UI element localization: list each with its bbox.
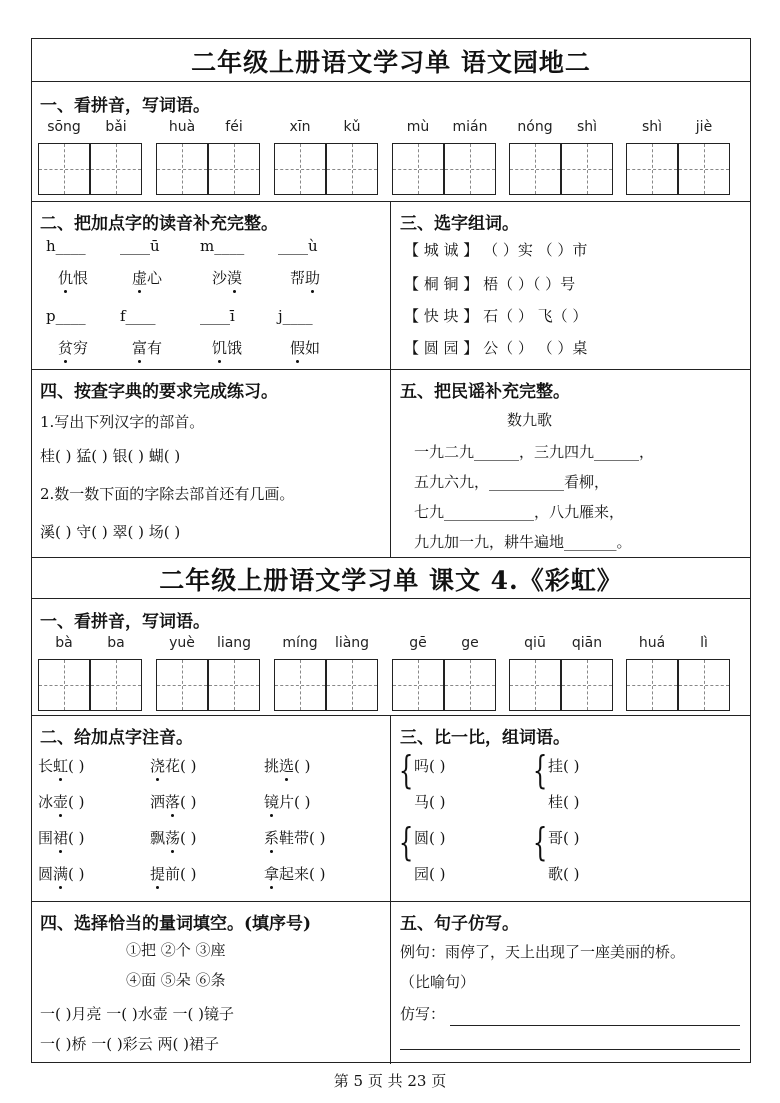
dotted-word <box>132 337 162 358</box>
dotted-char: 富 <box>132 339 148 357</box>
p1-write-box <box>509 143 561 195</box>
p2-pinyin: yuè <box>169 635 195 651</box>
divider <box>32 201 750 202</box>
measure-row: 一( )桥 一( )彩云 两( )裙子 <box>40 1035 219 1053</box>
p1-s2-heading: 二、把加点字的读音补充完整。 <box>40 214 278 234</box>
p1-pinyin: bǎi <box>105 119 127 135</box>
dotted-char: 虹 <box>53 757 69 775</box>
dotted-char: 仇 <box>58 269 74 287</box>
dotted-word <box>212 267 242 288</box>
p2-pinyin: gē <box>409 635 427 651</box>
answer-line <box>450 1025 740 1026</box>
p1-s3-heading: 三、选字组词。 <box>400 214 519 234</box>
p1-s4-q1-items: 桂( ) 猛( ) 银( ) 蝴( ) <box>40 447 181 465</box>
compare-item: 挂( ) <box>548 757 580 775</box>
dotted-char: 荡 <box>165 829 181 847</box>
phonetic-item <box>38 791 85 812</box>
part1-title: 二年级上册语文学习单 语文园地二 <box>191 48 591 77</box>
imitate-label: 仿写： <box>400 1005 446 1023</box>
phonetic-item <box>38 827 85 848</box>
pinyin-blank: ____ū <box>120 237 160 255</box>
pinyin-blank: ____ī <box>200 307 235 325</box>
dotted-word <box>290 337 320 358</box>
answer-blank: ( ) <box>68 865 85 883</box>
p1-pinyin: mù <box>406 119 430 135</box>
char: 飘 <box>150 829 166 847</box>
p2-s2-heading: 二、给加点字注音。 <box>40 728 193 748</box>
answer-blank: ( ) <box>180 793 197 811</box>
p2-s5-heading: 五、句子仿写。 <box>400 914 519 934</box>
p2-s1-heading: 一、看拼音，写词语。 <box>40 612 210 632</box>
p1-write-box <box>90 143 142 195</box>
char: 围 <box>38 829 54 847</box>
p1-pinyin: sōng <box>47 119 81 135</box>
dotted-char: 拿 <box>264 865 280 883</box>
answer-blank: ( ) <box>309 829 326 847</box>
poem-line: 七九____________，八九雁来， <box>414 503 625 521</box>
p1-pinyin: féi <box>225 119 243 135</box>
char: 起来 <box>279 865 310 883</box>
p1-pinyin: shì <box>641 119 663 135</box>
char: 片 <box>279 793 295 811</box>
p2-write-box <box>626 659 678 711</box>
dotted-char: 落 <box>165 793 181 811</box>
p1-pinyin: xīn <box>289 119 311 135</box>
p1-s1-heading: 一、看拼音，写词语。 <box>40 96 210 116</box>
p1-write-box <box>156 143 208 195</box>
phonetic-item <box>264 863 326 884</box>
p2-write-box <box>274 659 326 711</box>
p2-pinyin: qiān <box>571 635 603 651</box>
poem-line: 九九加一九，耕牛遍地_______。 <box>414 533 632 551</box>
p2-write-box <box>444 659 496 711</box>
dotted-word <box>58 267 88 288</box>
p2-write-box <box>509 659 561 711</box>
dotted-char: 助 <box>305 269 321 287</box>
divider <box>32 901 750 902</box>
pinyin-blank: f____ <box>120 307 156 325</box>
pinyin-blank: h____ <box>46 237 86 255</box>
divider <box>32 557 750 558</box>
dotted-char: 浇 <box>150 757 166 775</box>
divider <box>32 369 750 370</box>
dotted-char: 裙 <box>53 829 69 847</box>
p1-write-box <box>678 143 730 195</box>
divider <box>32 715 750 716</box>
p1-s3-row: 【 圆 园 】 公（ ） （ ）桌 <box>404 339 588 357</box>
answer-blank: ( ) <box>68 829 85 847</box>
p2-write-box <box>392 659 444 711</box>
char: 帮 <box>290 269 306 287</box>
page-footer: 第 5 页 共 23 页 <box>333 1072 447 1090</box>
compare-item: 歌( ) <box>548 865 580 883</box>
brace: { <box>532 748 548 792</box>
p1-pinyin: mián <box>452 119 488 135</box>
char: 冰 <box>38 793 54 811</box>
worksheet-page <box>31 38 751 1063</box>
divider <box>32 598 750 599</box>
dotted-char: 虚 <box>132 269 148 287</box>
dotted-word <box>212 337 242 358</box>
p1-s4-heading: 四、按查字典的要求完成练习。 <box>40 382 278 402</box>
dotted-char: 壶 <box>53 793 69 811</box>
char: 长 <box>38 757 54 775</box>
p1-write-box <box>208 143 260 195</box>
p2-write-box <box>561 659 613 711</box>
p2-pinyin: huá <box>638 635 666 651</box>
phonetic-item <box>264 827 326 848</box>
p1-pinyin: nóng <box>517 119 553 135</box>
dotted-char: 满 <box>53 865 69 883</box>
p1-write-box <box>444 143 496 195</box>
p2-s3-heading: 三、比一比，组词语。 <box>400 728 570 748</box>
measure-row: 一( )月亮 一( )水壶 一( )镜子 <box>40 1005 234 1023</box>
p2-pinyin: liang <box>216 635 252 651</box>
char: 穷 <box>73 339 89 357</box>
char: 恨 <box>73 269 89 287</box>
example-note: （比喻句） <box>400 973 476 991</box>
compare-item: 园( ) <box>414 865 446 883</box>
pinyin-blank: j____ <box>278 307 313 325</box>
phonetic-item <box>150 791 197 812</box>
dotted-word <box>58 337 88 358</box>
compare-item: 桂( ) <box>548 793 580 811</box>
p1-s4-q2: 2.数一数下面的字除去部首还有几画。 <box>40 485 295 503</box>
char: 圆 <box>38 865 54 883</box>
compare-item: 哥( ) <box>548 829 580 847</box>
p1-s3-row: 【 城 诚 】 （ ）实 （ ）市 <box>404 241 588 259</box>
char: 心 <box>147 269 163 287</box>
pinyin-blank: ____ù <box>278 237 318 255</box>
p1-s4-q1: 1.写出下列汉字的部首。 <box>40 413 205 431</box>
char: 花 <box>165 757 181 775</box>
p2-write-box <box>326 659 378 711</box>
p2-pinyin: liàng <box>334 635 370 651</box>
brace: { <box>398 748 414 792</box>
answer-blank: ( ) <box>309 865 326 883</box>
poem-title: 数九歌 <box>507 411 553 429</box>
char: 鞋带 <box>279 829 310 847</box>
answer-blank: ( ) <box>294 757 311 775</box>
p1-write-box <box>392 143 444 195</box>
p2-pinyin: qiū <box>524 635 546 651</box>
p1-pinyin: jiè <box>695 119 713 135</box>
char: 如 <box>305 339 321 357</box>
answer-line <box>400 1049 740 1050</box>
brace: { <box>398 820 414 864</box>
p1-s4-q2-items: 溪( ) 守( ) 翠( ) 场( ) <box>40 523 181 541</box>
phonetic-item <box>150 755 197 776</box>
p1-pinyin: shì <box>576 119 598 135</box>
answer-blank: ( ) <box>180 757 197 775</box>
char: 饿 <box>227 339 243 357</box>
dotted-char: 饥 <box>212 339 228 357</box>
measure-options: ④面 ⑤朵 ⑥条 <box>126 971 226 989</box>
p2-write-box <box>156 659 208 711</box>
dotted-char: 漠 <box>227 269 243 287</box>
dotted-word <box>132 267 162 288</box>
compare-item: 吗( ) <box>414 757 446 775</box>
p1-s3-row: 【 快 块 】 石（ ） 飞（ ） <box>404 307 588 325</box>
p2-pinyin: bà <box>55 635 73 651</box>
p1-write-box <box>326 143 378 195</box>
poem-line: 一九二九______，三九四九______， <box>414 443 655 461</box>
answer-blank: ( ) <box>68 793 85 811</box>
dotted-char: 提 <box>150 865 166 883</box>
p1-write-box <box>38 143 90 195</box>
p1-pinyin: huà <box>168 119 196 135</box>
char: 前 <box>165 865 181 883</box>
char: 洒 <box>150 793 166 811</box>
phonetic-item <box>38 755 85 776</box>
example-sentence: 例句：雨停了，天上出现了一座美丽的桥。 <box>400 943 686 961</box>
p1-s3-row: 【 桐 铜 】 梧（ ）（ ）号 <box>404 275 576 293</box>
dotted-word <box>290 267 320 288</box>
part2-title: 二年级上册语文学习单 课文 4.《彩虹》 <box>159 566 623 595</box>
divider <box>32 81 750 82</box>
measure-options: ①把 ②个 ③座 <box>126 941 226 959</box>
p2-write-box <box>38 659 90 711</box>
dotted-char: 贫 <box>58 339 74 357</box>
pinyin-blank: p____ <box>46 307 86 325</box>
p1-write-box <box>274 143 326 195</box>
char: 挑 <box>264 757 280 775</box>
phonetic-item <box>150 827 197 848</box>
p2-pinyin: ge <box>461 635 479 651</box>
column-divider <box>390 715 391 1064</box>
dotted-char: 镜 <box>264 793 280 811</box>
p2-pinyin: míng <box>282 635 318 651</box>
p1-pinyin: kǔ <box>343 119 361 135</box>
pinyin-blank: m____ <box>200 237 245 255</box>
compare-item: 圆( ) <box>414 829 446 847</box>
p2-pinyin: ba <box>107 635 125 651</box>
phonetic-item <box>38 863 85 884</box>
p2-write-box <box>678 659 730 711</box>
p2-s4-heading: 四、选择恰当的量词填空。(填序号) <box>40 914 312 934</box>
dotted-char: 选 <box>279 757 295 775</box>
char: 沙 <box>212 269 228 287</box>
p1-write-box <box>626 143 678 195</box>
p2-write-box <box>90 659 142 711</box>
answer-blank: ( ) <box>180 829 197 847</box>
p2-pinyin: lì <box>700 635 708 651</box>
dotted-char: 假 <box>290 339 306 357</box>
phonetic-item <box>150 863 197 884</box>
answer-blank: ( ) <box>294 793 311 811</box>
char: 有 <box>147 339 163 357</box>
phonetic-item <box>264 755 311 776</box>
p1-s5-heading: 五、把民谣补充完整。 <box>400 382 570 402</box>
column-divider <box>390 201 391 558</box>
brace: { <box>532 820 548 864</box>
p2-write-box <box>208 659 260 711</box>
answer-blank: ( ) <box>180 865 197 883</box>
poem-line: 五九六九，__________看柳， <box>414 473 610 491</box>
compare-item: 马( ) <box>414 793 446 811</box>
p1-write-box <box>561 143 613 195</box>
phonetic-item <box>264 791 311 812</box>
answer-blank: ( ) <box>68 757 85 775</box>
dotted-char: 系 <box>264 829 280 847</box>
